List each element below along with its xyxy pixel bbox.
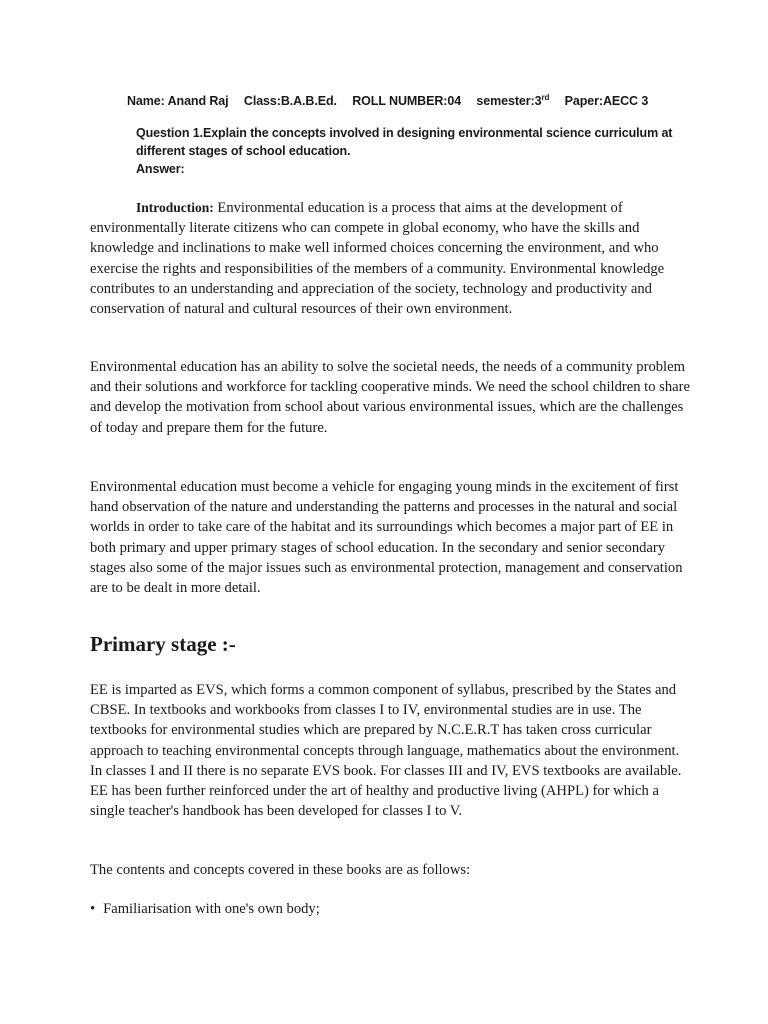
roll-number: ROLL NUMBER:04 (352, 94, 462, 109)
intro-label: Introduction: (136, 200, 214, 215)
semester (476, 94, 549, 108)
bullet-marker: • (90, 901, 96, 917)
paragraph-societal-needs: Environmental education has an ability to solve the societal needs, the needs of a community problem and their solutions and workforce for tackling cooperative minds. We need the school children to share and develop the motivation from school about various environmental issues, which are the challenges of today and prepare them for the future. (90, 359, 690, 436)
paper-code: Paper:AECC 3 (564, 94, 649, 109)
paragraph-contents-intro: The contents and concepts covered in these books are as follows: (90, 862, 471, 878)
question-block (136, 124, 696, 178)
student-name: Name: Anand Raj (127, 94, 229, 109)
semester-ordinal: rd (541, 93, 550, 102)
paragraph-vehicle: Environmental education must become a vehicle for engaging young minds in the excitement of first hand observation of the nature and understanding the patterns and processes in the natural and social worlds in order to take care of the habitat and its surroundings which becomes a major part of EE in both primary and upper primary stages of school education. In the secondary and senior secondary stages also some of the major issues such as environmental protection, management and conservation are to be dealt in more detail. (90, 479, 683, 597)
intro-text: Environmental education is a process that aims at the development of environmentally literate citizens who can compete in global economy, who have the skills and knowledge and inclinations to make well informed choices concerning the environment, and who exercise the rights and responsibilities of the members of a community. Environmental knowledge contributes to an understanding and appreciation of the society, technology and productivity and conservation of natural and cultural resources of their own environment. (90, 200, 665, 318)
section-heading-primary-stage: Primary stage :- (90, 632, 236, 656)
semester-text: semester:3 (476, 94, 542, 109)
answer-label: Answer: (136, 162, 185, 176)
student-class: Class:B.A.B.Ed. (243, 94, 337, 109)
intro-paragraph (90, 198, 690, 319)
question-text: Question 1.Explain the concepts involved in designing environmental science curriculum at different stages of school education. (136, 126, 673, 158)
student-header (127, 93, 660, 108)
paragraph-evs: EE is imparted as EVS, which forms a common component of syllabus, prescribed by the States and CBSE. In textbooks and workbooks from classes I to IV, environmental studies are in use. The textbooks for environmental studies which are prepared by N.C.E.R.T has taken cross curricular approach to teaching environmental concepts through language, mathematics about the environment. In classes I and II there is no separate EVS book. For classes III and IV, EVS textbooks are available. EE has been further reinforced under the art of healthy and productive living (AHPL) for which a single teacher's handbook has been developed for classes I to V. (90, 682, 682, 820)
list-item (90, 899, 320, 919)
bullet-text: Familiarisation with one's own body; (103, 901, 320, 917)
